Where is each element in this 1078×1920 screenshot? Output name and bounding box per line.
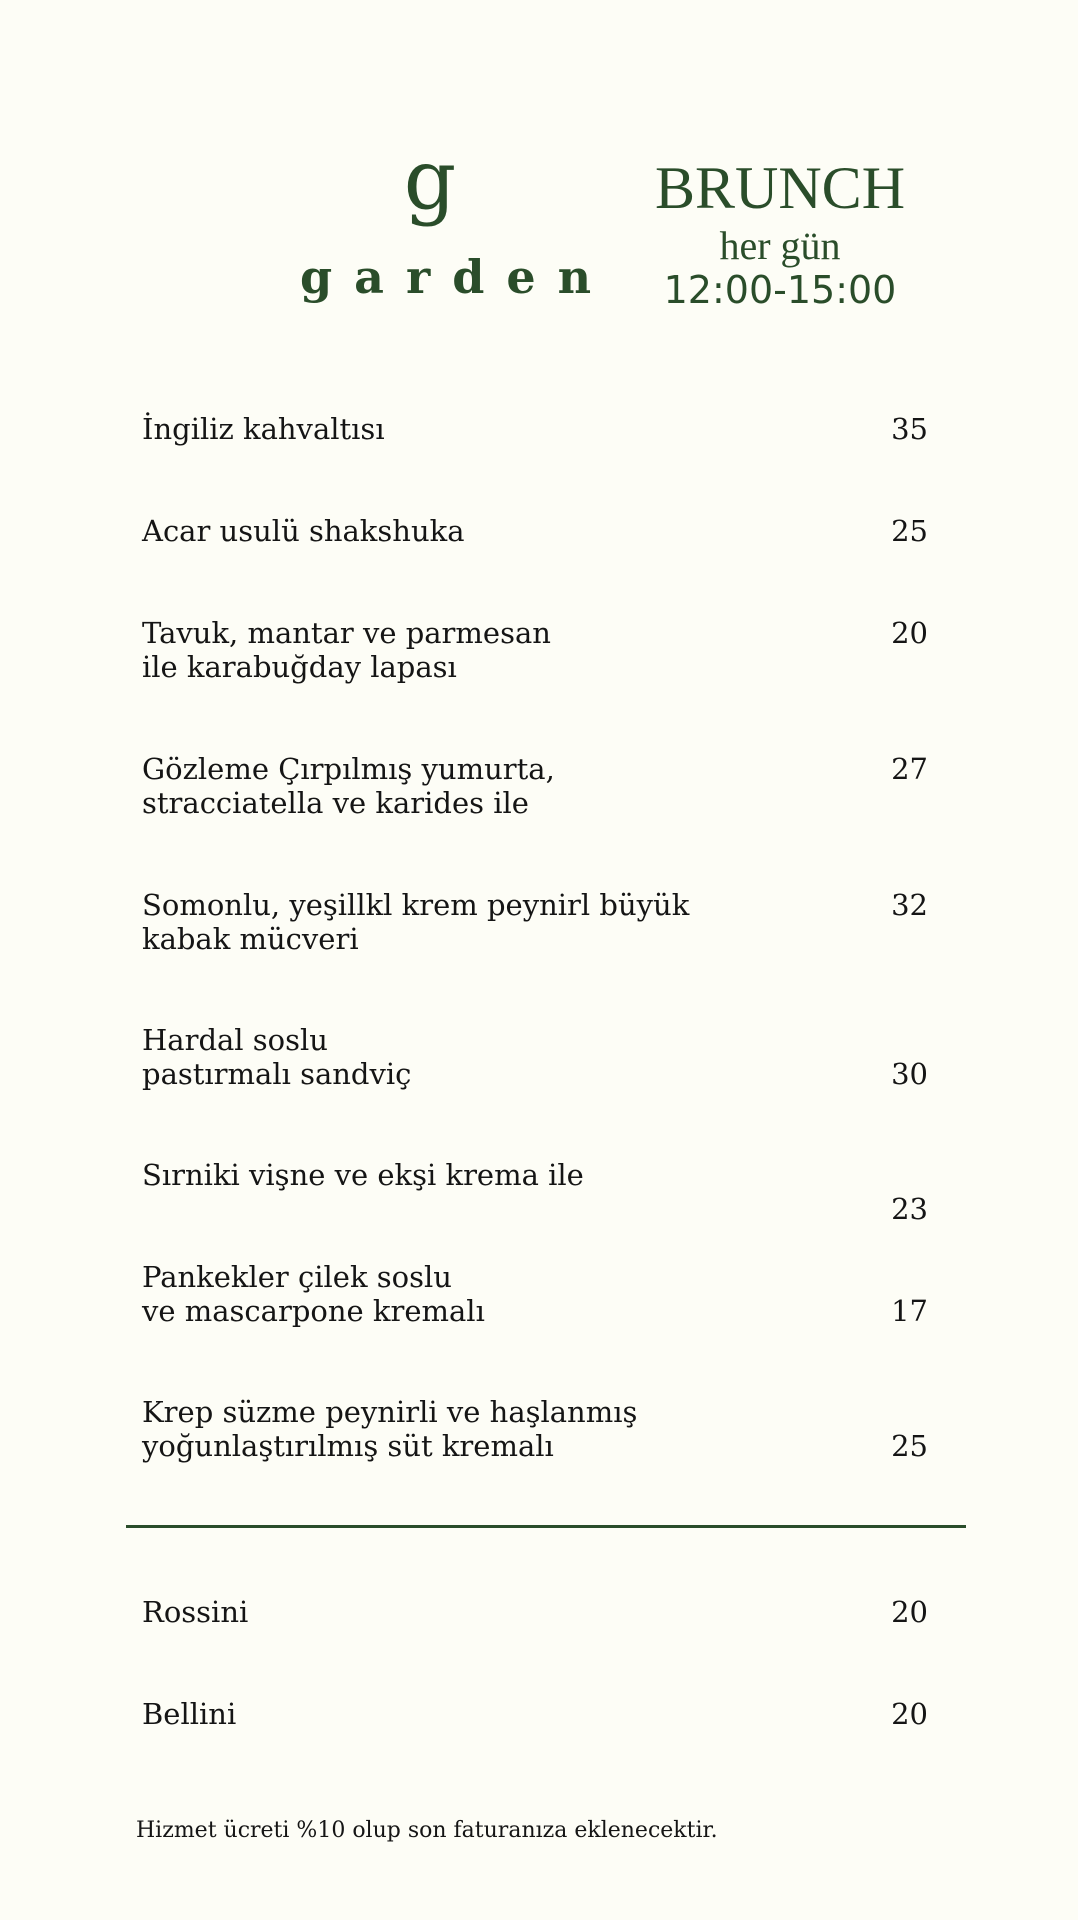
menu-item-price: 23 — [891, 1192, 928, 1226]
menu-item-name: Tavuk, mantar ve parmesan ile karabuğday lapası — [142, 616, 551, 684]
menu-item-price: 17 — [891, 1294, 928, 1328]
menu-item — [142, 1260, 928, 1328]
schedule-days: her gün — [719, 223, 841, 268]
menu-item-name: Bellini — [142, 1697, 237, 1731]
service-charge-note: Hizmet ücreti %10 olup son faturanıza eklenecektir. — [136, 1818, 718, 1843]
menu-item — [142, 514, 928, 548]
menu-item-name: Acar usulü shakshuka — [142, 514, 465, 548]
menu-header — [640, 155, 920, 312]
schedule-hours: 12:00-15:00 — [663, 268, 897, 312]
menu-item-price: 27 — [891, 752, 928, 786]
menu-item — [142, 1595, 928, 1629]
menu-item-name: Hardal soslu pastırmalı sandviç — [142, 1023, 412, 1091]
menu-item-name: Rossini — [142, 1595, 249, 1629]
menu-item-name: Krep süzme peynirli ve haşlanmış yoğunlaştırılmış süt kremalı — [142, 1395, 638, 1463]
menu-item — [142, 412, 928, 446]
menu-item — [142, 752, 928, 820]
menu-item — [142, 1395, 928, 1463]
menu-item-price: 20 — [891, 1595, 928, 1629]
menu-item-price: 30 — [891, 1057, 928, 1091]
section-divider — [126, 1525, 966, 1528]
menu-item-price: 25 — [891, 514, 928, 548]
menu-item-name: Pankekler çilek soslu ve mascarpone kremalı — [142, 1260, 485, 1328]
menu-item-name: Somonlu, yeşillkl krem peynirl büyük kabak mücveri — [142, 888, 690, 956]
page-title: BRUNCH — [654, 155, 906, 221]
logo-wordmark: garden — [300, 250, 614, 304]
menu-item — [142, 1697, 928, 1731]
menu-item — [142, 1023, 928, 1091]
menu-item-name: Gözleme Çırpılmış yumurta, stracciatella ve karides ile — [142, 752, 555, 820]
menu-item — [142, 616, 928, 684]
menu-item-price: 25 — [891, 1429, 928, 1463]
menu-item-name: Sırniki vişne ve ekşi krema ile — [142, 1158, 584, 1192]
menu-item-price: 35 — [891, 412, 928, 446]
menu-item-price: 32 — [891, 888, 928, 922]
logo-g-icon: g — [403, 133, 457, 228]
menu-item — [142, 888, 928, 956]
menu-item-price: 20 — [891, 616, 928, 650]
menu-item-name: İngiliz kahvaltısı — [142, 412, 385, 446]
menu-item — [142, 1158, 928, 1226]
menu-item-price: 20 — [891, 1697, 928, 1731]
